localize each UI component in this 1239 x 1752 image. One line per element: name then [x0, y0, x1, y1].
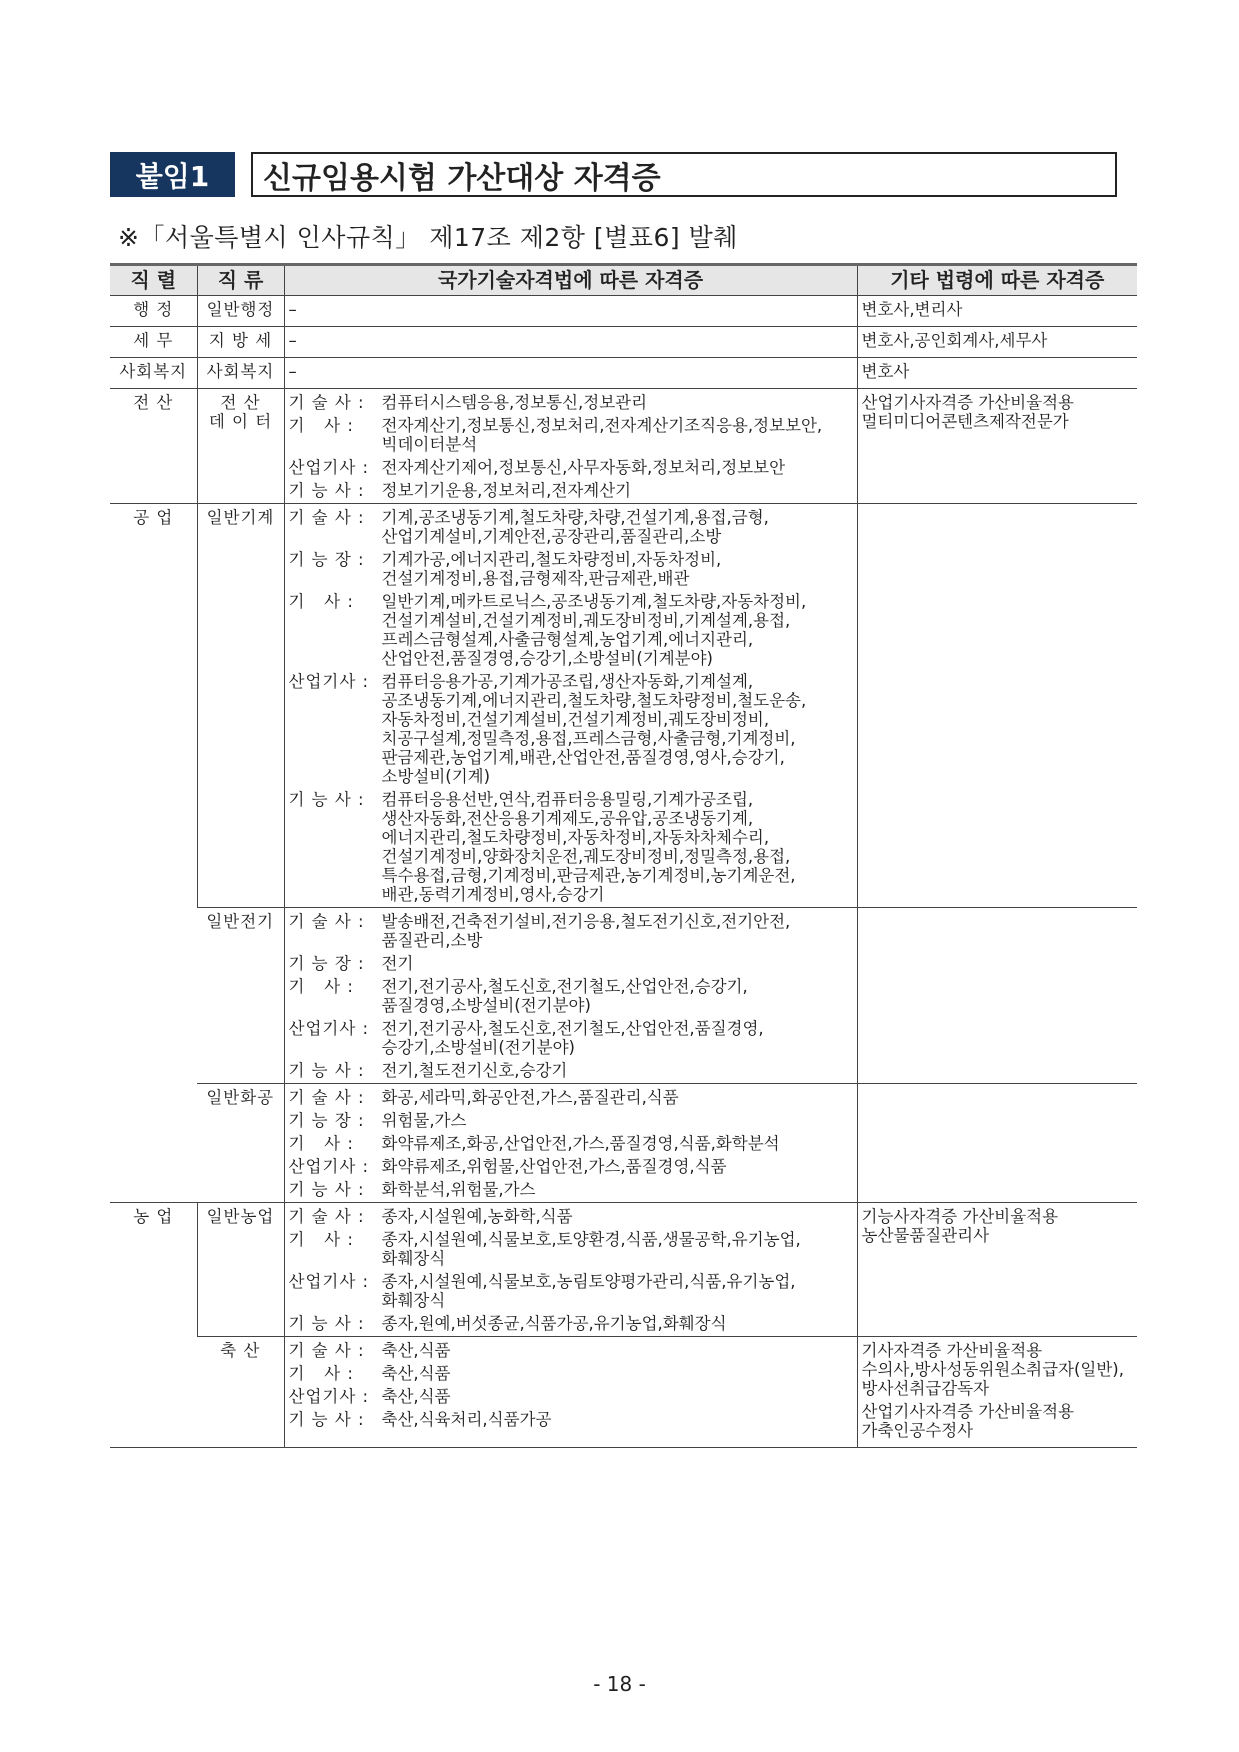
qual-level-label: 기 능 장 : — [288, 550, 365, 569]
other-qual-text: 변호사,변리사 — [861, 300, 963, 319]
page-number: - 18 - — [593, 1672, 646, 1696]
other-qual-cell — [857, 1337, 1137, 1448]
kind-cell: 지 방 세 — [197, 327, 284, 358]
qual-list: 축산,식품 — [381, 1387, 451, 1406]
qual-level-label: 산업기사 : — [288, 1272, 370, 1291]
qual-level-label: 기 능 사 : — [288, 481, 365, 500]
table-row — [110, 1203, 1137, 1337]
other-qual-text: 기사자격증 가산비율적용 수의사,방사성동위원소취급자(일반), 방사선취급감독자 — [861, 1341, 1124, 1398]
qual-level-label: 기 능 사 : — [288, 790, 365, 809]
other-qual-text: 기능사자격증 가산비율적용 농산물품질관리사 — [861, 1207, 1059, 1245]
kind-cell: 일반농업 — [197, 1203, 284, 1337]
qual-line — [289, 393, 853, 412]
other-qual-text: 변호사 — [861, 362, 910, 381]
qual-line — [289, 954, 853, 973]
qual-list: 정보기기운용,정보처리,전자계산기 — [381, 481, 632, 500]
qual-list: 기계,공조냉동기계,철도차량,차량,건설기계,용접,금형, 산업기계설비,기계안전,공장관리,품질관리,소방 — [381, 508, 769, 546]
qual-line — [289, 672, 853, 786]
other-qual-cell — [857, 908, 1137, 1084]
qual-level-label: 기 능 장 : — [288, 954, 365, 973]
qual-line — [289, 1207, 853, 1226]
qual-level-label: 기 술 사 : — [288, 508, 365, 527]
qual-level-label: 산업기사 : — [288, 458, 370, 477]
other-qual-cell — [857, 358, 1137, 389]
qual-level-label: 기 사 : — [288, 1230, 354, 1249]
qual-list: 전기,철도전기신호,승강기 — [381, 1061, 568, 1080]
series-cell: 공 업 — [110, 504, 197, 1203]
header — [110, 152, 1117, 197]
qual-line — [289, 508, 853, 546]
qual-level-label: 기 술 사 : — [288, 393, 365, 412]
col-header-kind: 직 류 — [197, 265, 284, 296]
attachment-badge: 붙임1 — [110, 152, 235, 197]
table-row — [110, 296, 1137, 327]
other-qual-cell — [857, 296, 1137, 327]
other-qual-text: 산업기사자격증 가산비율적용 멀티미디어콘텐츠제작전문가 — [861, 393, 1074, 431]
col-header-other-qual: 기타 법령에 따른 자격증 — [857, 265, 1137, 296]
qual-level-label: 기 사 : — [288, 1364, 354, 1383]
qualification-table — [110, 263, 1137, 1448]
other-qual-cell — [857, 1084, 1137, 1203]
qual-list: – — [288, 331, 297, 350]
qual-list: 전자계산기,정보통신,정보처리,전자계산기조직응용,정보보안, 빅데이터분석 — [381, 416, 823, 454]
series-cell: 행 정 — [110, 296, 197, 327]
qual-line — [289, 1180, 853, 1199]
table-body — [110, 296, 1137, 1448]
qual-line — [289, 1364, 853, 1383]
qual-line — [289, 1157, 853, 1176]
qual-level-label: 기 능 사 : — [288, 1410, 365, 1429]
qual-line — [289, 1410, 853, 1429]
qual-line — [289, 300, 853, 319]
qual-level-label: 기 사 : — [288, 1134, 354, 1153]
qual-level-label: 산업기사 : — [288, 1019, 370, 1038]
qual-line — [289, 1019, 853, 1057]
kind-cell: 전 산 데 이 터 — [197, 389, 284, 504]
table-header-row — [110, 265, 1137, 296]
national-qual-cell — [284, 1203, 857, 1337]
qual-list: 종자,시설원예,식물보호,토양환경,식품,생물공학,유기농업, 화훼장식 — [381, 1230, 801, 1268]
qual-list: 컴퓨터응용가공,기계가공조립,생산자동화,기계설계, 공조냉동기계,에너지관리,철도차량,철도차량정비,철도운송, 자동차정비,건설기계설비,건설기계정비,궤도장비정비, 치공구설계,정밀측정,용접,프레스금형,사출금형,기계정비, 판금제관,농업기계,배관,산업안전,품질경영,영사,승강기, 소방설비(기계) — [381, 672, 807, 786]
kind-cell: 사회복지 — [197, 358, 284, 389]
col-header-national-qual: 국가기술자격법에 따른 자격증 — [284, 265, 857, 296]
other-qual-text: 산업기사자격증 가산비율적용 가축인공수정사 — [861, 1402, 1074, 1440]
qual-level-label: 기 술 사 : — [288, 912, 365, 931]
qual-list: 컴퓨터응용선반,연삭,컴퓨터응용밀링,기계가공조립, 생산자동화,전산응용기계제도,공유압,공조냉동기계, 에너지관리,철도차량정비,자동차정비,자동차차체수리, 건설기계정비,양화장치운전,궤도장비정비,정밀측정,용접, 특수용접,금형,기계정비,판금제관,농기계정비,농기계운전, 배관,동력기계정비,영사,승강기 — [381, 790, 796, 904]
qual-line — [289, 362, 853, 381]
kind-cell: 일반행정 — [197, 296, 284, 327]
qual-line — [289, 1272, 853, 1310]
qual-line — [289, 1230, 853, 1268]
qual-level-label: 기 술 사 : — [288, 1207, 365, 1226]
qual-line — [289, 1134, 853, 1153]
qual-level-label: 기 술 사 : — [288, 1088, 365, 1107]
qual-list: 화약류제조,화공,산업안전,가스,품질경영,식품,화학분석 — [381, 1134, 780, 1153]
qual-line — [289, 1387, 853, 1406]
qual-list: 발송배전,건축전기설비,전기응용,철도전기신호,전기안전, 품질관리,소방 — [381, 912, 791, 950]
qual-line — [289, 416, 853, 454]
kind-cell: 일반화공 — [197, 1084, 284, 1203]
table-row — [110, 504, 1137, 908]
other-qual-cell — [857, 1203, 1137, 1337]
col-header-series: 직 렬 — [110, 265, 197, 296]
table-row — [110, 358, 1137, 389]
national-qual-cell — [284, 908, 857, 1084]
national-qual-cell — [284, 1337, 857, 1448]
qual-level-label: 산업기사 : — [288, 1157, 370, 1176]
national-qual-cell — [284, 504, 857, 908]
table-row — [110, 389, 1137, 504]
qual-level-label: 산업기사 : — [288, 672, 370, 691]
national-qual-cell — [284, 389, 857, 504]
other-qual-cell — [857, 389, 1137, 504]
qual-level-label: 산업기사 : — [288, 1387, 370, 1406]
table-row — [110, 1084, 1137, 1203]
qual-level-label: 기 사 : — [288, 416, 354, 435]
qual-line — [289, 331, 853, 350]
kind-cell: 일반전기 — [197, 908, 284, 1084]
qual-line — [289, 1111, 853, 1130]
qual-list: 전자계산기제어,정보통신,사무자동화,정보처리,정보보안 — [381, 458, 786, 477]
national-qual-cell — [284, 296, 857, 327]
document-title: 신규임용시험 가산대상 자격증 — [251, 152, 1117, 197]
qual-list: 전기 — [381, 954, 414, 973]
qual-line — [289, 481, 853, 500]
qual-line — [289, 1088, 853, 1107]
qual-list: 전기,전기공사,철도신호,전기철도,산업안전,품질경영, 승강기,소방설비(전기분야) — [381, 1019, 764, 1057]
qual-line — [289, 550, 853, 588]
qual-list: 기계가공,에너지관리,철도차량정비,자동차정비, 건설기계정비,용접,금형제작,판금제관,배관 — [381, 550, 722, 588]
qual-list: – — [288, 300, 297, 319]
other-qual-cell — [857, 504, 1137, 908]
qual-line — [289, 912, 853, 950]
qual-list: 종자,시설원예,농화학,식품 — [381, 1207, 573, 1226]
table-row — [110, 908, 1137, 1084]
qual-list: 전기,전기공사,철도신호,전기철도,산업안전,승강기, 품질경영,소방설비(전기분야) — [381, 977, 748, 1015]
qual-line — [289, 458, 853, 477]
qual-list: 위험물,가스 — [381, 1111, 467, 1130]
qual-level-label: 기 능 장 : — [288, 1111, 365, 1130]
national-qual-cell — [284, 327, 857, 358]
qual-list: 화학분석,위험물,가스 — [381, 1180, 536, 1199]
qual-line — [289, 790, 853, 904]
qual-level-label: 기 능 사 : — [288, 1180, 365, 1199]
qual-list: 화약류제조,위험물,산업안전,가스,품질경영,식품 — [381, 1157, 727, 1176]
other-qual-text: 변호사,공인회계사,세무사 — [861, 331, 1048, 350]
series-cell: 세 무 — [110, 327, 197, 358]
qual-level-label: 기 능 사 : — [288, 1061, 365, 1080]
qual-list: 일반기계,메카트로닉스,공조냉동기계,철도차량,자동차정비, 건설기계설비,건설기계정비,궤도장비정비,기계설계,용접, 프레스금형설계,사출금형설계,농업기계,에너지관리, 산업안전,품질경영,승강기,소방설비(기계분야) — [381, 592, 807, 668]
qual-list: 축산,식품 — [381, 1364, 451, 1383]
series-cell: 농 업 — [110, 1203, 197, 1448]
qual-list: 컴퓨터시스템응용,정보통신,정보관리 — [381, 393, 648, 412]
qual-list: 종자,시설원예,식물보호,농림토양평가관리,식품,유기농업, 화훼장식 — [381, 1272, 796, 1310]
qual-line — [289, 1061, 853, 1080]
qual-list: 종자,원예,버섯종균,식품가공,유기농업,화훼장식 — [381, 1314, 727, 1333]
qual-list: 축산,식품 — [381, 1341, 451, 1360]
other-qual-cell — [857, 327, 1137, 358]
qual-line — [289, 592, 853, 668]
qual-list: 화공,세라믹,화공안전,가스,품질관리,식품 — [381, 1088, 679, 1107]
qual-list: – — [288, 362, 297, 381]
qual-level-label: 기 능 사 : — [288, 1314, 365, 1333]
kind-cell: 축 산 — [197, 1337, 284, 1448]
qual-line — [289, 977, 853, 1015]
table-row — [110, 327, 1137, 358]
kind-cell: 일반기계 — [197, 504, 284, 908]
qual-level-label: 기 술 사 : — [288, 1341, 365, 1360]
subtitle: ※「서울특별시 인사규칙」 제17조 제2항 [별표6] 발췌 — [118, 223, 738, 252]
qual-level-label: 기 사 : — [288, 977, 354, 996]
national-qual-cell — [284, 358, 857, 389]
qual-line — [289, 1314, 853, 1333]
qual-list: 축산,식육처리,식품가공 — [381, 1410, 552, 1429]
table-row — [110, 1337, 1137, 1448]
qual-line — [289, 1341, 853, 1360]
national-qual-cell — [284, 1084, 857, 1203]
series-cell: 사회복지 — [110, 358, 197, 389]
qual-level-label: 기 사 : — [288, 592, 354, 611]
series-cell: 전 산 — [110, 389, 197, 504]
